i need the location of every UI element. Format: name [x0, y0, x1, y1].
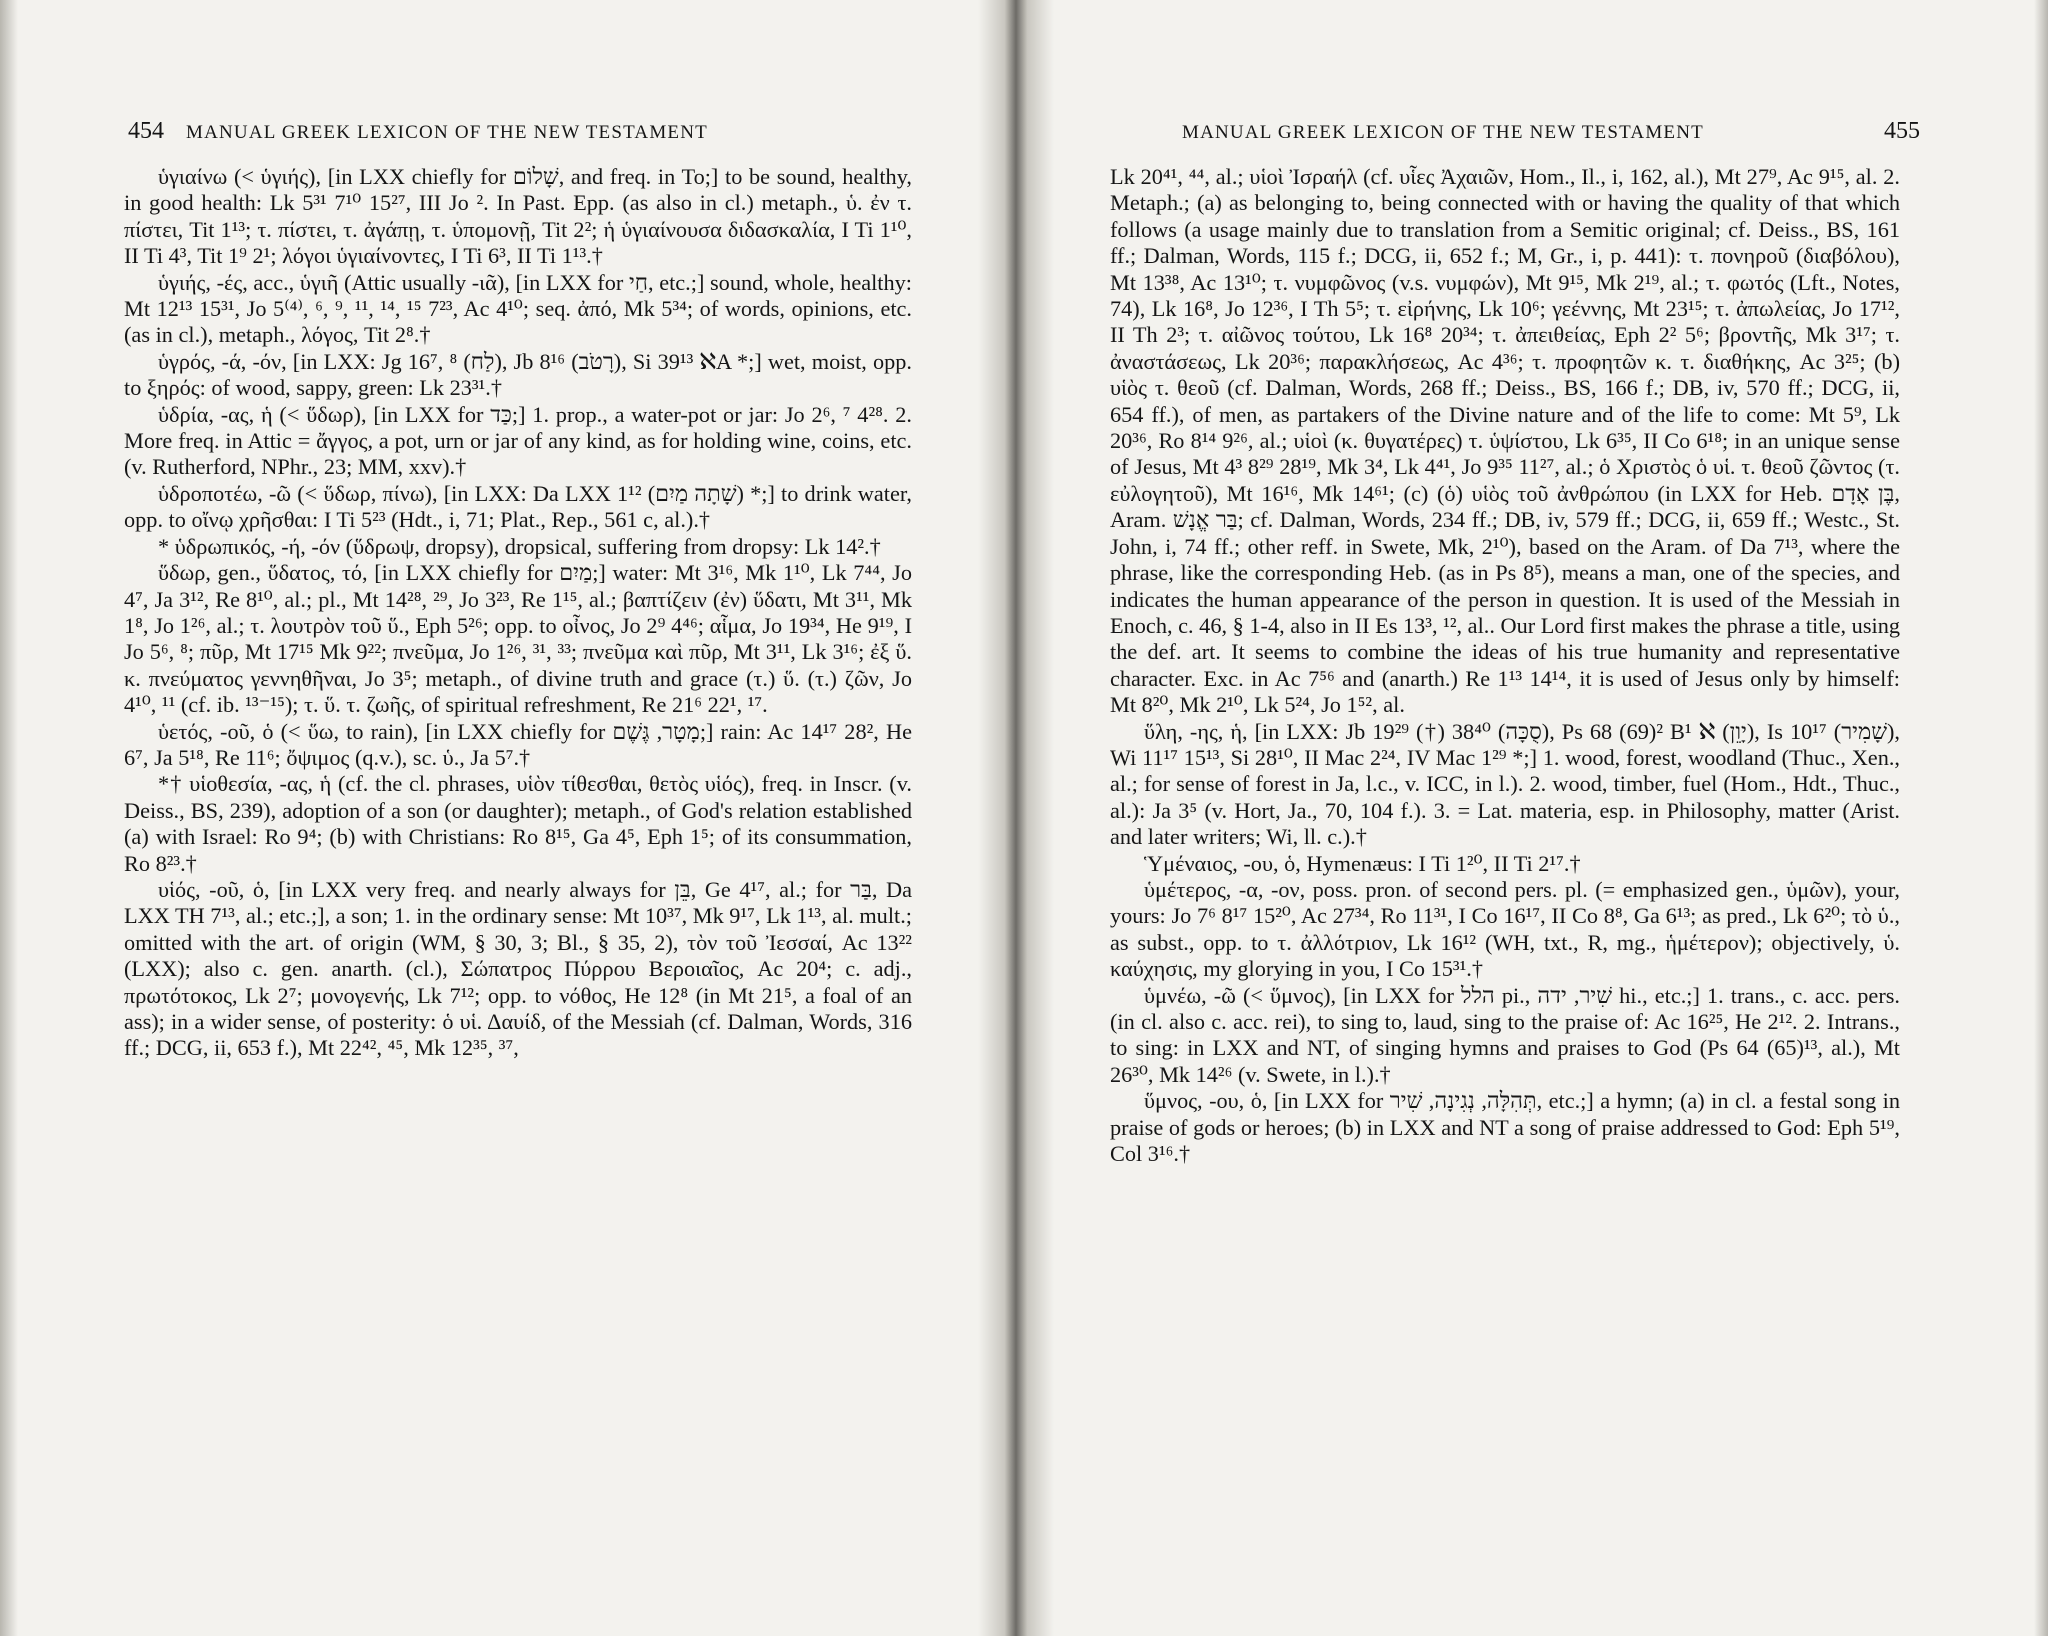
lexicon-entry-hydropoteo: ὑδροποτέω, -ῶ (< ὕδωρ, πίνω), [in LXX: Da LXX 1¹² (שָׁתָה מַיִם) *;] to drink water, opp. to οἴνῳ χρῆσθαι: I Ti 5²³ (Hdt., i, 71; Plat., Rep., 561 c, al.).†: [124, 480, 912, 533]
lexicon-entry-hymeteros: ὑμέτερος, -α, -ον, poss. pron. of second pers. pl. (= emphasized gen., ὑμῶν), your, yours: Jo 7⁶ 8¹⁷ 15²⁰, Ac 27³⁴, Ro 11³¹, I Co 16¹⁷, II Co 8⁸, Ga 6¹³; as pred., Lk 6²⁰; τὸ ὑ., as subst., opp. to τ. ἀλλότριον, Lk 16¹² (WH, txt., R, mg., ἡμέτερον); objectively, ὑ. καύχησις, my glorying in you, I Co 15³¹.†: [1110, 876, 1900, 982]
lexicon-entry-hyetos: ὑετός, -οῦ, ὁ (< ὕω, to rain), [in LXX chiefly for מָטָר, גֶּשֶׁם;] rain: Ac 14¹⁷ 28², He 6⁷, Ja 5¹⁸, Re 11⁶; ὄψιμος (q.v.), sc. ὑ., Ja 5⁷.†: [124, 718, 912, 770]
right-running-title: MANUAL GREEK LEXICON OF THE NEW TESTAMENT: [1182, 122, 1704, 143]
left-running-title: MANUAL GREEK LEXICON OF THE NEW TESTAMENT: [186, 122, 708, 143]
lexicon-entry-hymneo: ὑμνέω, -ῶ (< ὕμνος), [in LXX for הלל pi., שִׁיר, ידה hi., etc.;] 1. trans., c. acc. pers. (in cl. also c. acc. rei), to sing to, laud, sing to the praise of: Ac 16²⁵, He 2¹². 2. Intrans., to sing: in LXX and NT, of singing hymns and praises to God (Ps 64 (65)¹³, al.), Mt 26³⁰, Mk 14²⁶ (v. Swete, in l.).†: [1110, 982, 1901, 1087]
left-column-text: [124, 164, 912, 1062]
left-page-number: 454: [128, 118, 164, 144]
lexicon-entry-hygros: ὑγρός, -ά, -όν, [in LXX: Jg 16⁷, ⁸ (לַח), Jb 8¹⁶ (רָטֹב), Si 39¹³ ℵA *;] wet, moist, opp. to ξηρός: of wood, sappy, green: Lk 23³¹.†: [124, 348, 912, 401]
lexicon-entry-huios-continued: Lk 20⁴¹, ⁴⁴, al.; υἱοὶ Ἰσραήλ (cf. υἷες Ἀχαιῶν, Hom., Il., i, 162, al.), Mt 27⁹, Ac 9¹⁵, al. 2. Metaph.; (a) as belonging to, being connected with or having the quality of that which follows (a usage mainly due to translation from a Semitic original; cf. Deiss., BS, 161 ff.; Dalman, Words, 115 f.; DCG, ii, 652 f.; M, Gr., i, p. 441): τ. πονηροῦ (διαβόλου), Mt 13³⁸, Ac 13¹⁰; τ. νυμφῶνος (v.s. νυμφών), Mt 9¹⁵, Mk 2¹⁹, al.; τ. φωτός (Lft., Notes, 74), Lk 16⁸, Jo 12³⁶, I Th 5⁵; τ. εἰρήνης, Lk 10⁶; γεέννης, Mt 23¹⁵; τ. ἀπωλείας, Jo 17¹², II Th 2³; τ. αἰῶνος τούτου, Lk 16⁸ 20³⁴; τ. ἀπειθείας, Eph 2² 5⁶; βροντῆς, Mk 3¹⁷; τ. ἀναστάσεως, Lk 20³⁶; παρακλήσεως, Ac 4³⁶; τ. προφητῶν κ. τ. διαθήκης, Ac 3²⁵; (b) υἱὸς τ. θεοῦ (cf. Dalman, Words, 268 ff.; Deiss., BS, 166 f.; DB, iv, 570 ff.; DCG, ii, 654 ff.), of men, as partakers of the Divine nature and of the life to come: Mt 5⁹, Lk 20³⁶, Ro 8¹⁴ 9²⁶, al.; υἱοὶ (κ. θυγατέρες) τ. ὑψίστου, Lk 6³⁵, II Co 6¹⁸; in an unique sense of Jesus, Mt 4³ 8²⁹ 28¹⁹, Mk 3⁴, Lk 4⁴¹, Jo 9³⁵ 11²⁷, al.; ὁ Χριστὸς ὁ υἱ. τ. θεοῦ ζῶντος (τ. εὐλογητοῦ), Mt 16¹⁶, Mk 14⁶¹; (c) (ὁ) υἱὸς τοῦ ἀνθρώπου (in LXX for Heb. בֶּן אָדָם, Aram. בַּר אֱנָשׁ; cf. Dalman, Words, 234 ff.; DB, iv, 579 ff.; DCG, ii, 659 ff.; Westc., St. John, i, 74 ff.; other reff. in Swete, Mk, 2¹⁰), based on the Aram. of Da 7¹³, where the phrase, like the corresponding Heb. (as in Ps 8⁵), means a man, one of the species, and indicates the human appearance of the person in question. It is used of the Messiah in Enoch, c. 46, § 1-4, also in II Es 13³, ¹², al.. Our Lord first makes the phrase a title, using the def. art. It seems to combine the ideas of his true humanity and representative character. Exc. in Ac 7⁵⁶ and (anarth.) Re 1¹³ 14¹⁴, it is used of Jesus only by himself: Mt 8²⁰, Mk 2¹⁰, Lk 5²⁴, Jo 1⁵², al.: [1110, 164, 1900, 718]
lexicon-entry-hygies: ὑγιής, -ές, acc., ὑγιῆ (Attic usually -ιᾶ), [in LXX for חַי, etc.;] sound, whole, healthy: Mt 12¹³ 15³¹, Jo 5⁽⁴⁾, ⁶, ⁹, ¹¹, ¹⁴, ¹⁵ 7²³, Ac 4¹⁰; seq. ἀπό, Mk 5³⁴; of words, opinions, etc. (as in cl.), metaph., λόγος, Tit 2⁸.†: [124, 269, 912, 348]
left-running-head: [128, 118, 708, 145]
right-page: [1016, 0, 2048, 1636]
right-running-head: [1182, 118, 1920, 145]
right-page-number: 455: [1884, 118, 1920, 144]
lexicon-entry-hyle: ὕλη, -ης, ἡ, [in LXX: Jb 19²⁹ (†) 38⁴⁰ (סֻכָּה), Ps 68 (69)² B¹ ℵ (יָוֵן), Is 10¹⁷ (שָׁמִיר), Wi 11¹⁷ 15¹³, Si 28¹⁰, II Mac 2²⁴, IV Mac 1²⁹ *;] 1. wood, forest, woodland (Thuc., Xen., al.; for sense of forest in Ja, l.c., v. ICC, in l.). 2. wood, timber, fuel (Hom., Hdt., Thuc., al.): Ja 3⁵ (v. Hort, Ja., 70, 104 f.). 3. = Lat. materia, esp. in Philosophy, matter (Arist. and later writers; Wi, ll. c.).†: [1110, 718, 1900, 850]
book-gutter: [978, 0, 1054, 1636]
lexicon-entry-hydria: ὑδρία, -ας, ἡ (< ὕδωρ), [in LXX for כַּד;] 1. prop., a water-pot or jar: Jo 2⁶, ⁷ 4²⁸. 2. More freq. in Attic = ἄγγος, a pot, urn or jar of any kind, as for holding wine, coins, etc. (v. Rutherford, NPhr., 23; MM, xxv).†: [124, 401, 912, 480]
page-edge-shadow: [2034, 0, 2048, 1636]
lexicon-entry-huiothesia: *† υἱοθεσία, -ας, ἡ (cf. the cl. phrases, υἱὸν τίθεσθαι, θετὸς υἱός), freq. in Inscr. (v. Deiss., BS, 239), adoption of a son (or daughter); metaph., of God's relation established (a) with Israel: Ro 9⁴; (b) with Christians: Ro 8¹⁵, Ga 4⁵, Eph 1⁵; of its consummation, Ro 8²³.†: [124, 771, 912, 876]
lexicon-entry-hymenaios: Ὑμέναιος, -ου, ὁ, Hymenæus: I Ti 1²⁰, II Ti 2¹⁷.†: [1144, 850, 1581, 876]
page-edge-shadow: [0, 0, 18, 1636]
right-column-text: [1110, 164, 1900, 1167]
lexicon-entry-hydor: ὕδωρ, gen., ὕδατος, τό, [in LXX chiefly for מַיִם;] water: Mt 3¹⁶, Mk 1¹⁰, Lk 7⁴⁴, Jo 4⁷, Ja 3¹², Re 8¹⁰, al.; pl., Mt 14²⁸, ²⁹, Jo 3²³, Re 1¹⁵, al.; βαπτίζειν (ἐν) ὕδατι, Mt 3¹¹, Mk 1⁸, Jo 1²⁶, al.; τ. λουτρὸν τοῦ ὕ., Eph 5²⁶; opp. to οἶνος, Jo 2⁹ 4⁴⁶; αἷμα, Jo 19³⁴, He 9¹⁹, I Jo 5⁶, ⁸; πῦρ, Mt 17¹⁵ Mk 9²²; πνεῦμα, Jo 1²⁶, ³¹, ³³; πνεῦμα καὶ πῦρ, Mt 3¹¹, Lk 3¹⁶; ἐξ ὕ. κ. πνεύματος γεννηθῆναι, Jo 3⁵; metaph., of divine truth and grace (τ.) ὕ. (τ.) ζῶν, Jo 4¹⁰, ¹¹ (cf. ib. ¹³⁻¹⁵); τ. ὕ. τ. ζωῆς, of spiritual refreshment, Re 21⁶ 22¹, ¹⁷.: [124, 560, 913, 718]
lexicon-entry-hymnos: ὕμνος, -ου, ὁ, [in LXX for תְּהִלָּה, נְגִינָה, שִׁיר, etc.;] a hymn; (a) in cl. a festal song in praise of gods or heroes; (b) in LXX and NT a song of praise addressed to God: Eph 5¹⁹, Col 3¹⁶.†: [1110, 1088, 1901, 1167]
lexicon-entry-hygiaino: ὑγιαίνω (< ὑγιής), [in LXX chiefly for שָׁלוֹם, and freq. in To;] to be sound, healthy, in good health: Lk 5³¹ 7¹⁰ 15²⁷, III Jo ². In Past. Epp. (as also in cl.) metaph., ὑ. ἐν τ. πίστει, Tit 1¹³; τ. πίστει, τ. ἀγάπῃ, τ. ὑπομονῇ, Tit 2²; ἡ ὑγιαίνουσα διδασκαλία, I Ti 1¹⁰, II Ti 4³, Tit 1⁹ 2¹; λόγοι ὑγιαίνοντες, I Ti 6³, II Ti 1¹³.†: [124, 164, 912, 269]
lexicon-entry-hydropikos: * ὑδρωπικός, -ή, -όν (ὕδρωψ, dropsy), dropsical, suffering from dropsy: Lk 14².†: [158, 533, 881, 559]
lexicon-entry-huios: υἱός, -οῦ, ὁ, [in LXX very freq. and nearly always for בֵּן, Ge 4¹⁷, al.; for בַּר, Da LXX TH 7¹³, al.; etc.;], a son; 1. in the ordinary sense: Mt 10³⁷, Mk 9¹⁷, Lk 1¹³, al. mult.; omitted with the art. of origin (WM, § 30, 3; Bl., § 35, 2), τὸν τοῦ Ἰεσσαί, Ac 13²² (LXX); also c. gen. anarth. (cl.), Σώπατρος Πύρρου Βεροιαῖος, Ac 20⁴; c. adj., πρωτότοκος, Lk 2⁷; μονογενής, Lk 7¹²; opp. to νόθος, He 12⁸ (in Mt 21⁵, a foal of an ass); in a wider sense, of posterity: ὁ υἱ. Δαυίδ, of the Messiah (cf. Dalman, Words, 316 ff.; DCG, ii, 653 f.), Mt 22⁴², ⁴⁵, Mk 12³⁵, ³⁷,: [124, 876, 912, 1061]
left-page: [0, 0, 1016, 1636]
